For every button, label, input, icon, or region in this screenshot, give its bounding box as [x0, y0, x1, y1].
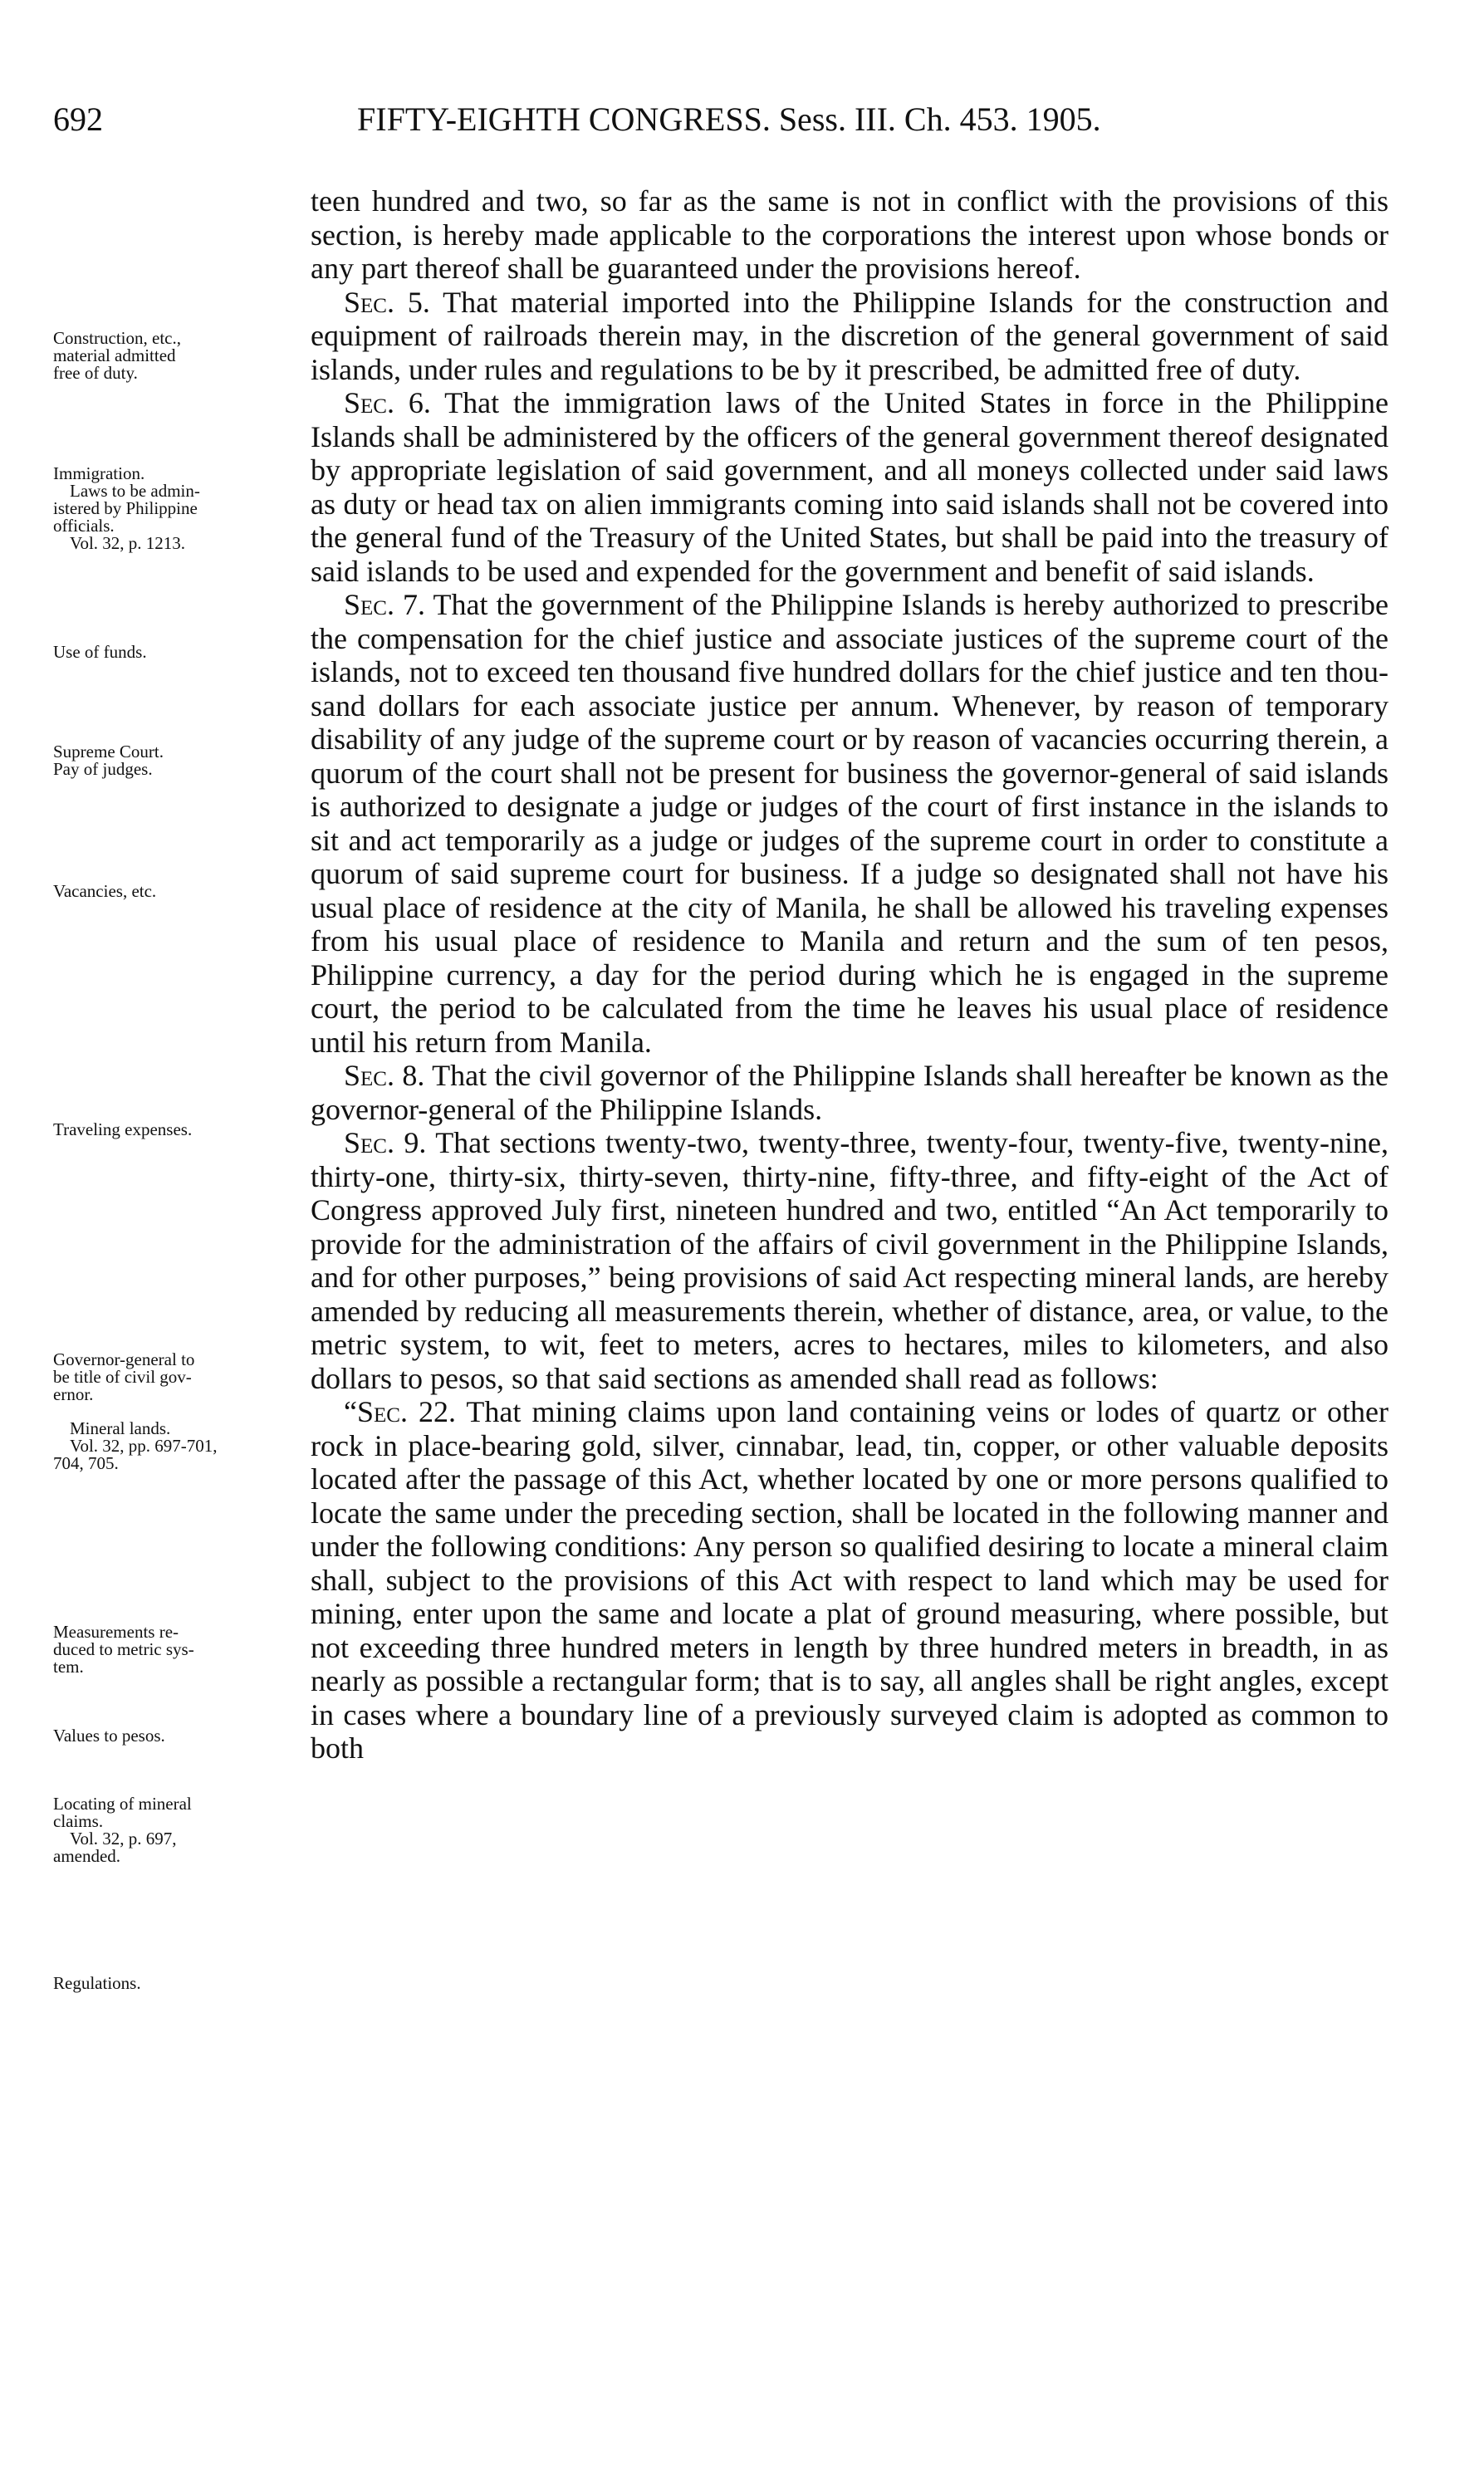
- body-text: [311, 184, 1388, 1765]
- margin-note-vacancies: Vacancies, etc.: [53, 881, 157, 901]
- margin-note-traveling: Traveling expenses.: [53, 1119, 193, 1139]
- section-5: Sec. 5. That material imported into the Philippine Islands for the construction and equipment of railroads therein may, in the discretion of the general government of said islands, under rules and regulations to be by it prescribed, be admitted free of duty.: [311, 285, 1389, 386]
- section-label: Sec. 5.: [344, 285, 430, 319]
- continuation-paragraph: teen hundred and two, so far as the same is not in conflict with the provisions of this section, is hereby made applicable to the corporations the interest upon whose bonds or any part thereof shall be guaranteed under the provisions hereof.: [311, 184, 1388, 285]
- section-label: “Sec. 22.: [344, 1395, 457, 1428]
- margin-note-locating: Locating of mineral claims. Vol. 32, p. 697, amended.: [53, 1794, 192, 1866]
- margin-note-supreme-court: Supreme Court. Pay of judges.: [53, 742, 164, 779]
- section-label: Sec. 8.: [344, 1059, 425, 1092]
- section-6: Sec. 6. That the immigration laws of the United States in force in the Philippine Islands shall be administered by the officers of the general government thereof designated by appropriate legislation of said government, and all moneys collected under said laws as duty or head tax on alien immigrants coming into said islands shall not be covered into the general fund of the Treasury of the United States, but shall be paid into the treasury of said islands to be used and expended for the government and benefit of said islands.: [311, 386, 1388, 588]
- margin-note-measurements: Measurements re- duced to metric sys- tem.: [53, 1622, 194, 1677]
- margin-note-regulations: Regulations.: [53, 1973, 141, 1993]
- margin-note-mineral-lands: Mineral lands. Vol. 32, pp. 697-701, 704, 705.: [53, 1418, 218, 1473]
- section-label: Sec. 7.: [344, 588, 426, 621]
- page-number: 692: [53, 100, 103, 138]
- running-title: FIFTY-EIGHTH CONGRESS. Sess. III. Ch. 453. 1905.: [357, 100, 1101, 138]
- margin-note-construction: Construction, etc., material admitted free of duty.: [53, 328, 181, 383]
- margin-note-values: Values to pesos.: [53, 1726, 165, 1746]
- margin-note-use-of-funds: Use of funds.: [53, 642, 147, 662]
- section-8: Sec. 8. That the civil governor of the Philippine Islands shall hereafter be known as the governor-general of the Philippine Islands.: [311, 1059, 1388, 1126]
- section-9: Sec. 9. That sections twenty-two, twenty-three, twenty-four, twenty-five, twenty-nine, thirty-one, thirty-six, thirty-seven, thirty-nine, fifty-three, and fifty-eight of the Act of Congress approved July first, nineteen hundred and two, entitled “An Act temporarily to provide for the administration of the affairs of civil government in the Philippine Islands, and for other purposes,” being provisions of said Act respecting mineral lands, are hereby amended by reducing all measurements therein, whether of distance, area, or value, to the metric system, to wit, feet to meters, acres to hectares, miles to kilometers, and also dollars to pesos, so that said sections as amended shall read as follows:: [311, 1126, 1389, 1395]
- section-label: Sec. 9.: [344, 1126, 427, 1159]
- margin-note-governor: Governor-general to be title of civil gov- ernor.: [53, 1349, 195, 1404]
- section-7: Sec. 7. That the government of the Philippine Islands is hereby authorized to prescribe the compensation for the chief justice and associate justices of the supreme court of the islands, not to exceed ten thousand five hundred dollars for the chief justice and ten thousand dollars for each associate justice per annum. Whenever, by reason of temporary disability of any judge of the supreme court or by reason of vacancies occurring therein, a quorum of the court shall not be present for business the governor-general of said islands is authorized to designate a judge or judges of the court of first instance in the islands to sit and act temporarily as a judge or judges of the supreme court in order to constitute a quorum of said supreme court for business. If a judge so designated shall not have his usual place of residence at the city of Manila, he shall be allowed his traveling expenses from his usual place of residence to Manila and return and the sum of ten pesos, Philippine currency, a day for the period during which he is engaged in the supreme court, the period to be calculated from the time he leaves his usual place of residence until his return from Manila.: [311, 588, 1388, 1059]
- margin-note-immigration: Immigration. Laws to be admin- istered by Philippine officials. Vol. 32, p. 1213.: [53, 463, 200, 553]
- section-label: Sec. 6.: [344, 386, 431, 419]
- section-22-quoted: “Sec. 22. That mining claims upon land containing veins or lodes of quartz or other rock in place-bearing gold, silver, cinnabar, lead, tin, copper, or other valuable deposits located after the passage of this Act, whether located by one or more persons qualified to locate the same under the preceding section, shall be located in the following manner and under the following conditions: Any person so qualified desiring to locate a mineral claim shall, subject to the provisions of this Act with respect to land which may be used for mining, enter upon the same and locate a plat of ground measuring, where possible, but not exceeding three hundred meters in length by three hundred meters in breadth, in as nearly as possible a rectangular form; that is to say, all angles shall be right angles, except in cases where a boundary line of a previously surveyed claim is adopted as common to both: [311, 1395, 1388, 1765]
- page-header: [53, 100, 1382, 149]
